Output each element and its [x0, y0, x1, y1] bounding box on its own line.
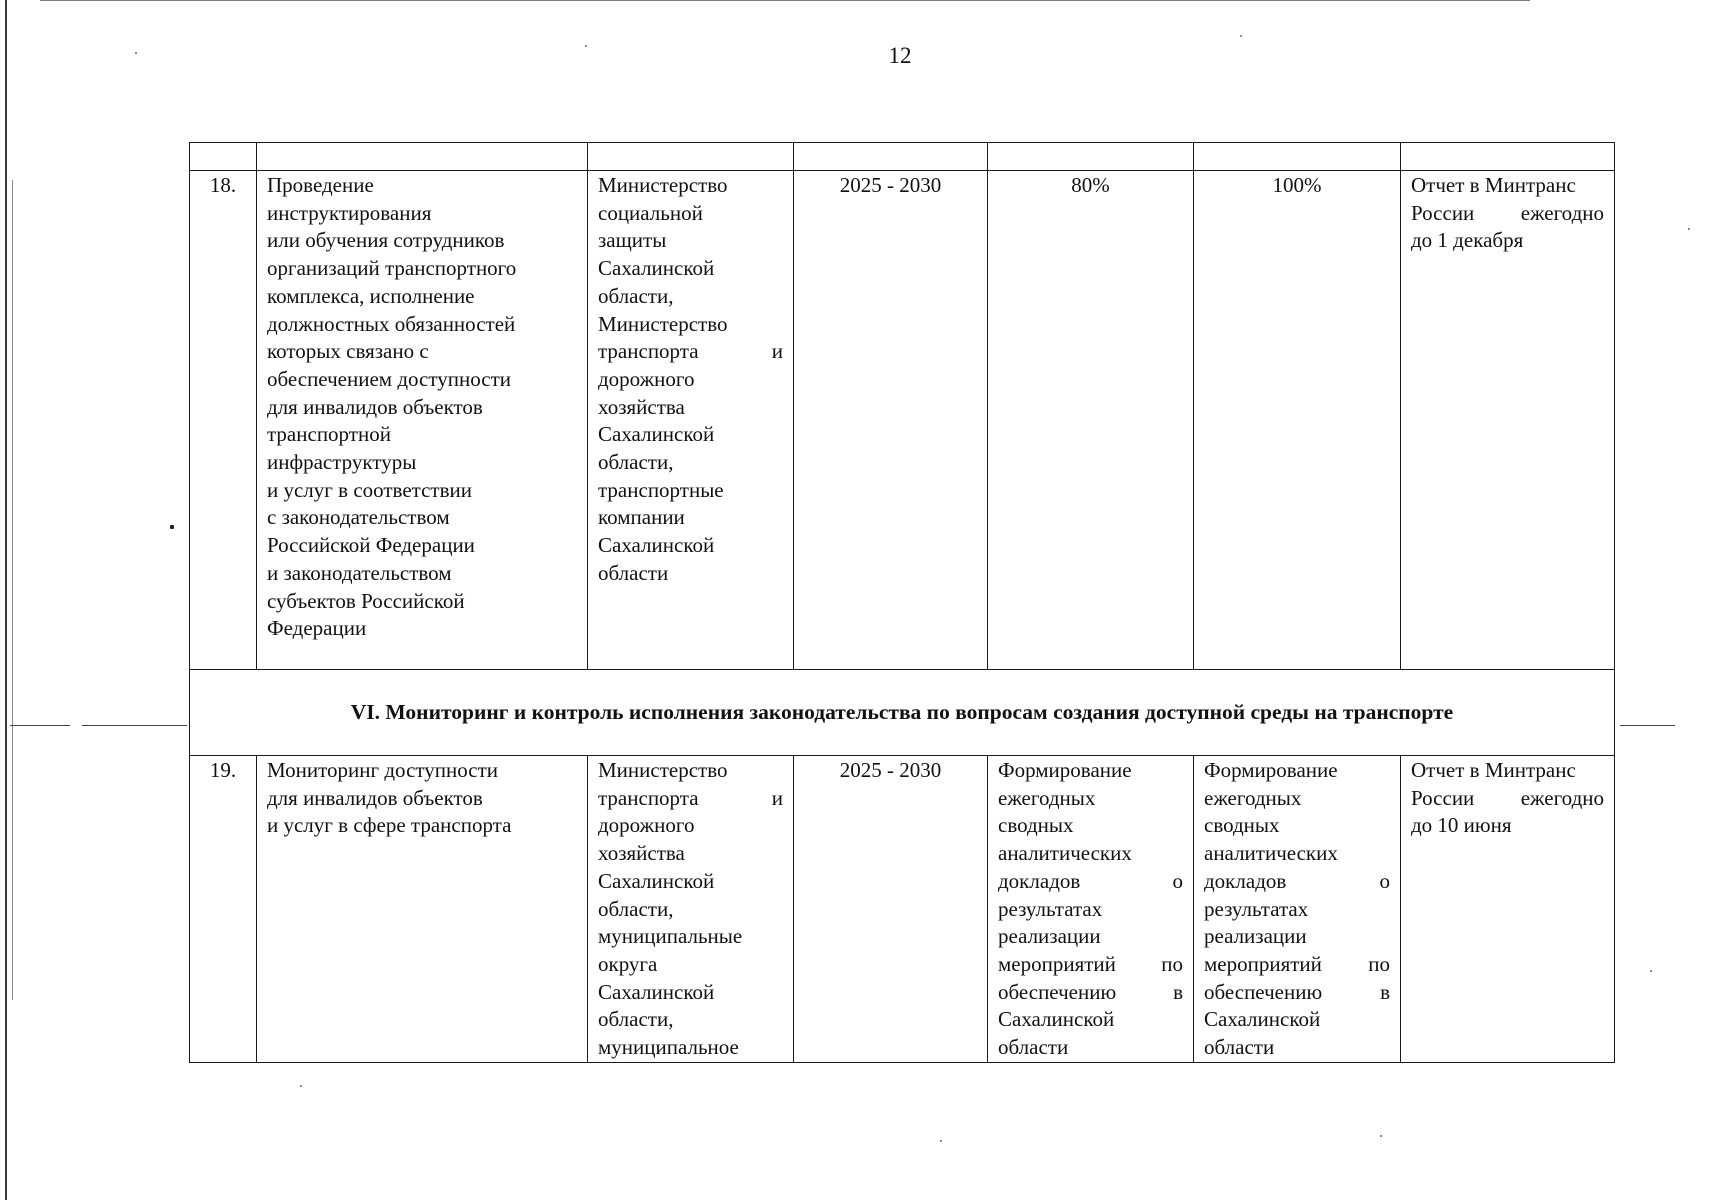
target-value-1-cell: [988, 756, 1194, 1063]
responsible-cell: [588, 171, 794, 670]
value-line: результатах: [1204, 896, 1309, 921]
activity-line: Федерации: [267, 616, 367, 641]
value-line: результатах: [998, 896, 1103, 921]
activity-line: Проведение: [267, 173, 374, 197]
table-header-remnant-row: [190, 143, 1615, 171]
value-line: Сахалинской: [998, 1007, 1115, 1032]
activity-cell: [257, 171, 588, 670]
activity-line: для инвалидов объектов: [267, 394, 483, 419]
responsible-line: области,: [598, 450, 674, 475]
responsible-line: транспорта и: [598, 785, 783, 810]
responsible-line: хозяйства: [598, 841, 685, 866]
activity-line: организаций транспортного: [267, 256, 517, 281]
value-line: мероприятий по: [998, 951, 1183, 976]
activity-line: субъектов Российской: [267, 588, 465, 613]
page-number: 12: [888, 43, 912, 68]
responsible-line: области,: [598, 896, 674, 921]
period-cell: 2025 - 2030: [794, 756, 988, 1063]
value-line: мероприятий по: [1204, 951, 1390, 976]
responsible-line: Министерство: [598, 311, 728, 336]
value-line: ежегодных: [1204, 785, 1302, 810]
scan-speck: [1240, 35, 1242, 37]
value-line: ежегодных: [998, 785, 1096, 810]
responsible-line: муниципальные: [598, 924, 743, 949]
section-dash-left-2: [82, 725, 187, 726]
scan-speck: [1688, 228, 1690, 230]
responsible-line: компании: [598, 505, 685, 530]
report-line: Отчет в Минтранс: [1411, 758, 1576, 782]
responsible-line: транспортные: [598, 477, 724, 502]
activity-line: транспортной: [267, 422, 391, 447]
value-line: реализации: [1204, 924, 1307, 949]
responsible-line: Сахалинской: [598, 256, 715, 281]
responsible-line: Сахалинской: [598, 533, 715, 558]
scan-speck: [585, 45, 587, 47]
value-line: Формирование: [1204, 758, 1338, 782]
report-line: России ежегодно: [1411, 200, 1604, 225]
target-value-2-cell: [1194, 756, 1401, 1063]
scan-speck: [1380, 1135, 1382, 1137]
activity-line: Мониторинг доступности: [267, 758, 499, 782]
report-line: до 1 декабря: [1411, 228, 1524, 253]
activity-line: и законодательством: [267, 560, 452, 585]
responsible-line: Сахалинской: [598, 422, 715, 447]
row-number-cell: 19.: [190, 756, 257, 1063]
value-line: докладов о: [1204, 868, 1390, 893]
report-line: Отчет в Минтранс: [1411, 173, 1576, 197]
activity-line: или обучения сотрудников: [267, 228, 505, 253]
activity-line: обеспечением доступности: [267, 366, 511, 391]
activity-line: для инвалидов объектов: [267, 785, 483, 810]
scan-speck: [135, 52, 137, 54]
value-line: реализации: [998, 924, 1101, 949]
responsible-line: транспорта и: [598, 339, 783, 364]
activity-line: должностных обязанностей: [267, 311, 516, 336]
report-line: до 10 июня: [1411, 813, 1512, 838]
section-title: VI. Мониторинг и контроль исполнения законодательства по вопросам создания доступной среды на транспорте: [190, 670, 1615, 756]
value-line: области: [1204, 1035, 1275, 1060]
responsible-line: дорожного: [598, 366, 695, 391]
section-dash-left-1: [10, 725, 70, 726]
responsible-line: округа: [598, 951, 658, 976]
report-cell: [1401, 756, 1615, 1063]
header-cell: [588, 143, 794, 171]
responsible-line: социальной: [598, 200, 703, 225]
responsible-line: Сахалинской: [598, 868, 715, 893]
responsible-line: хозяйства: [598, 394, 685, 419]
measures-table: [189, 142, 1615, 1063]
value-line: области: [998, 1035, 1069, 1060]
responsible-cell: [588, 756, 794, 1063]
activity-line: инфраструктуры: [267, 450, 417, 475]
scan-left-edge: [5, 0, 7, 1200]
report-line: России ежегодно: [1411, 785, 1604, 810]
value-line: сводных: [998, 813, 1074, 838]
responsible-line: Министерство: [598, 758, 728, 782]
value-line: сводных: [1204, 813, 1280, 838]
header-cell: [1401, 143, 1615, 171]
responsible-line: Министерство: [598, 173, 728, 197]
header-cell: [190, 143, 257, 171]
period-cell: 2025 - 2030: [794, 171, 988, 670]
responsible-line: области: [598, 560, 669, 585]
scan-speck: [300, 1085, 302, 1087]
responsible-line: области,: [598, 1007, 674, 1032]
value-line: докладов о: [998, 868, 1183, 893]
header-cell: [1194, 143, 1401, 171]
value-line: обеспечению в: [1204, 979, 1390, 1004]
responsible-line: муниципальное: [598, 1035, 739, 1060]
header-cell: [257, 143, 588, 171]
row-number-cell: 18.: [190, 171, 257, 670]
target-value-2-cell: 100%: [1194, 171, 1401, 670]
scan-left-edge-shadow: [12, 180, 13, 1000]
header-cell: [988, 143, 1194, 171]
activity-line: которых связано с: [267, 339, 429, 364]
responsible-line: дорожного: [598, 813, 695, 838]
value-line: обеспечению в: [998, 979, 1183, 1004]
activity-line: с законодательством: [267, 505, 450, 530]
table-row-18: [190, 171, 1615, 670]
responsible-line: области,: [598, 283, 674, 308]
scan-speck: [170, 525, 174, 529]
activity-line: инструктирования: [267, 200, 432, 225]
activity-line: и услуг в сфере транспорта: [267, 813, 512, 838]
value-line: Сахалинской: [1204, 1007, 1321, 1032]
table-row-19: [190, 756, 1615, 1063]
value-line: аналитических: [1204, 841, 1338, 866]
activity-line: комплекса, исполнение: [267, 283, 475, 308]
responsible-line: защиты: [598, 228, 667, 253]
scan-top-line: [40, 0, 1530, 1]
header-cell: [794, 143, 988, 171]
report-cell: [1401, 171, 1615, 670]
section-dash-right: [1620, 725, 1675, 726]
activity-line: Российской Федерации: [267, 533, 475, 558]
value-line: аналитических: [998, 841, 1132, 866]
scan-speck: [940, 1140, 942, 1142]
scan-speck: [1650, 970, 1652, 972]
activity-cell: [257, 756, 588, 1063]
activity-line: и услуг в соответствии: [267, 477, 472, 502]
section-header-row: [190, 670, 1615, 756]
value-line: Формирование: [998, 758, 1132, 782]
responsible-line: Сахалинской: [598, 979, 715, 1004]
target-value-1-cell: 80%: [988, 171, 1194, 670]
